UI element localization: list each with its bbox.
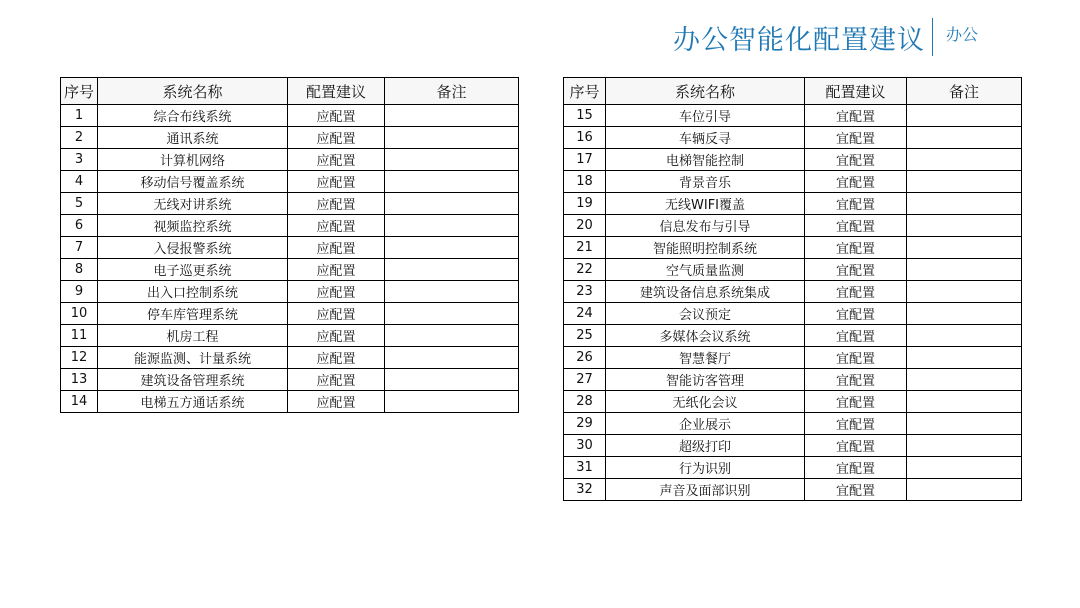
cell-advice: 应配置 xyxy=(288,215,385,237)
cell-note xyxy=(907,303,1022,325)
cell-note xyxy=(385,259,519,281)
cell-advice: 宜配置 xyxy=(805,391,907,413)
cell-note xyxy=(385,149,519,171)
table-row xyxy=(564,281,1022,303)
column-header-advice: 配置建议 xyxy=(805,78,907,105)
cell-system-name: 会议预定 xyxy=(606,303,805,325)
cell-note xyxy=(385,347,519,369)
cell-advice: 宜配置 xyxy=(805,171,907,193)
cell-advice: 宜配置 xyxy=(805,479,907,501)
table-row xyxy=(61,347,519,369)
cell-note xyxy=(907,237,1022,259)
table-row xyxy=(61,105,519,127)
cell-index: 1 xyxy=(61,105,98,127)
cell-index: 26 xyxy=(564,347,606,369)
cell-advice: 宜配置 xyxy=(805,369,907,391)
cell-advice: 宜配置 xyxy=(805,149,907,171)
table-row xyxy=(61,149,519,171)
page-title: 办公智能化配置建议 xyxy=(673,25,925,56)
cell-index: 16 xyxy=(564,127,606,149)
cell-system-name: 多媒体会议系统 xyxy=(606,325,805,347)
cell-system-name: 智能照明控制系统 xyxy=(606,237,805,259)
cell-index: 17 xyxy=(564,149,606,171)
cell-system-name: 建筑设备管理系统 xyxy=(98,369,288,391)
cell-index: 23 xyxy=(564,281,606,303)
cell-index: 4 xyxy=(61,171,98,193)
column-header-system-name: 系统名称 xyxy=(606,78,805,105)
cell-system-name: 企业展示 xyxy=(606,413,805,435)
config-table-right xyxy=(563,77,1022,501)
cell-advice: 应配置 xyxy=(288,105,385,127)
cell-system-name: 计算机网络 xyxy=(98,149,288,171)
page-subtitle: 办公 xyxy=(946,25,979,44)
cell-system-name: 建筑设备信息系统集成 xyxy=(606,281,805,303)
cell-index: 3 xyxy=(61,149,98,171)
cell-note xyxy=(907,435,1022,457)
table-row xyxy=(564,171,1022,193)
table-row xyxy=(564,127,1022,149)
cell-index: 31 xyxy=(564,457,606,479)
cell-system-name: 信息发布与引导 xyxy=(606,215,805,237)
cell-advice: 应配置 xyxy=(288,171,385,193)
table-row xyxy=(564,347,1022,369)
cell-index: 19 xyxy=(564,193,606,215)
cell-note xyxy=(907,127,1022,149)
cell-index: 22 xyxy=(564,259,606,281)
cell-note xyxy=(907,215,1022,237)
table-row xyxy=(564,479,1022,501)
cell-advice: 宜配置 xyxy=(805,347,907,369)
cell-advice: 宜配置 xyxy=(805,215,907,237)
cell-advice: 宜配置 xyxy=(805,127,907,149)
cell-advice: 应配置 xyxy=(288,303,385,325)
cell-note xyxy=(907,281,1022,303)
table-row xyxy=(564,303,1022,325)
cell-note xyxy=(385,105,519,127)
table-row xyxy=(61,391,519,413)
cell-advice: 宜配置 xyxy=(805,193,907,215)
cell-system-name: 视频监控系统 xyxy=(98,215,288,237)
cell-system-name: 智慧餐厅 xyxy=(606,347,805,369)
cell-note xyxy=(907,193,1022,215)
cell-note xyxy=(385,127,519,149)
table-row xyxy=(61,259,519,281)
cell-index: 8 xyxy=(61,259,98,281)
table-row xyxy=(61,303,519,325)
table-row xyxy=(564,215,1022,237)
cell-index: 15 xyxy=(564,105,606,127)
cell-system-name: 无纸化会议 xyxy=(606,391,805,413)
column-header-index: 序号 xyxy=(61,78,98,105)
cell-note xyxy=(385,369,519,391)
cell-advice: 宜配置 xyxy=(805,413,907,435)
cell-system-name: 通讯系统 xyxy=(98,127,288,149)
cell-system-name: 出入口控制系统 xyxy=(98,281,288,303)
cell-system-name: 无线对讲系统 xyxy=(98,193,288,215)
cell-system-name: 移动信号覆盖系统 xyxy=(98,171,288,193)
cell-system-name: 能源监测、计量系统 xyxy=(98,347,288,369)
table-row xyxy=(61,193,519,215)
cell-advice: 应配置 xyxy=(288,325,385,347)
cell-note xyxy=(385,303,519,325)
cell-system-name: 综合布线系统 xyxy=(98,105,288,127)
cell-note xyxy=(907,259,1022,281)
table-row xyxy=(564,149,1022,171)
cell-index: 28 xyxy=(564,391,606,413)
cell-advice: 宜配置 xyxy=(805,457,907,479)
cell-index: 13 xyxy=(61,369,98,391)
cell-system-name: 电子巡更系统 xyxy=(98,259,288,281)
cell-system-name: 车辆反寻 xyxy=(606,127,805,149)
cell-advice: 应配置 xyxy=(288,391,385,413)
table-row xyxy=(61,171,519,193)
cell-system-name: 车位引导 xyxy=(606,105,805,127)
cell-note xyxy=(385,281,519,303)
cell-advice: 应配置 xyxy=(288,193,385,215)
cell-advice: 应配置 xyxy=(288,149,385,171)
cell-note xyxy=(907,105,1022,127)
cell-note xyxy=(385,325,519,347)
cell-advice: 应配置 xyxy=(288,127,385,149)
cell-note xyxy=(907,325,1022,347)
cell-system-name: 行为识别 xyxy=(606,457,805,479)
cell-index: 6 xyxy=(61,215,98,237)
cell-note xyxy=(907,391,1022,413)
cell-advice: 宜配置 xyxy=(805,281,907,303)
cell-advice: 宜配置 xyxy=(805,105,907,127)
cell-index: 24 xyxy=(564,303,606,325)
cell-index: 14 xyxy=(61,391,98,413)
table-row xyxy=(564,413,1022,435)
cell-advice: 应配置 xyxy=(288,237,385,259)
cell-system-name: 背景音乐 xyxy=(606,171,805,193)
cell-index: 18 xyxy=(564,171,606,193)
cell-index: 30 xyxy=(564,435,606,457)
cell-advice: 宜配置 xyxy=(805,303,907,325)
cell-note xyxy=(907,413,1022,435)
cell-note xyxy=(907,479,1022,501)
cell-index: 9 xyxy=(61,281,98,303)
table-row xyxy=(564,325,1022,347)
cell-advice: 宜配置 xyxy=(805,325,907,347)
column-header-note: 备注 xyxy=(907,78,1022,105)
column-header-advice: 配置建议 xyxy=(288,78,385,105)
cell-index: 27 xyxy=(564,369,606,391)
cell-note xyxy=(907,149,1022,171)
table-body-right xyxy=(564,105,1022,501)
table-row xyxy=(61,325,519,347)
table-header-row xyxy=(61,78,519,105)
cell-system-name: 超级打印 xyxy=(606,435,805,457)
table-row xyxy=(564,105,1022,127)
cell-index: 10 xyxy=(61,303,98,325)
table-row xyxy=(61,281,519,303)
table-row xyxy=(564,237,1022,259)
cell-system-name: 停车库管理系统 xyxy=(98,303,288,325)
table-row xyxy=(564,457,1022,479)
table-row xyxy=(61,127,519,149)
cell-system-name: 入侵报警系统 xyxy=(98,237,288,259)
cell-note xyxy=(385,215,519,237)
cell-system-name: 空气质量监测 xyxy=(606,259,805,281)
column-header-index: 序号 xyxy=(564,78,606,105)
cell-advice: 应配置 xyxy=(288,281,385,303)
config-table-left xyxy=(60,77,519,413)
table-row xyxy=(61,237,519,259)
cell-system-name: 机房工程 xyxy=(98,325,288,347)
cell-system-name: 无线WIFI覆盖 xyxy=(606,193,805,215)
table-row xyxy=(564,259,1022,281)
cell-index: 11 xyxy=(61,325,98,347)
cell-note xyxy=(385,391,519,413)
cell-advice: 宜配置 xyxy=(805,237,907,259)
cell-note xyxy=(907,171,1022,193)
table-row xyxy=(61,369,519,391)
cell-index: 25 xyxy=(564,325,606,347)
cell-index: 5 xyxy=(61,193,98,215)
cell-system-name: 声音及面部识别 xyxy=(606,479,805,501)
cell-index: 20 xyxy=(564,215,606,237)
table-row xyxy=(564,391,1022,413)
cell-index: 12 xyxy=(61,347,98,369)
cell-note xyxy=(907,347,1022,369)
cell-system-name: 电梯五方通话系统 xyxy=(98,391,288,413)
cell-system-name: 智能访客管理 xyxy=(606,369,805,391)
column-header-system-name: 系统名称 xyxy=(98,78,288,105)
table-row xyxy=(564,435,1022,457)
cell-advice: 应配置 xyxy=(288,259,385,281)
table-body-left xyxy=(61,105,519,413)
table-header-row xyxy=(564,78,1022,105)
cell-advice: 应配置 xyxy=(288,347,385,369)
cell-note xyxy=(385,193,519,215)
cell-index: 21 xyxy=(564,237,606,259)
cell-index: 32 xyxy=(564,479,606,501)
column-header-note: 备注 xyxy=(385,78,519,105)
cell-index: 2 xyxy=(61,127,98,149)
cell-index: 29 xyxy=(564,413,606,435)
cell-note xyxy=(385,171,519,193)
cell-advice: 宜配置 xyxy=(805,259,907,281)
cell-advice: 应配置 xyxy=(288,369,385,391)
cell-note xyxy=(907,457,1022,479)
table-row xyxy=(564,193,1022,215)
cell-system-name: 电梯智能控制 xyxy=(606,149,805,171)
table-row xyxy=(61,215,519,237)
cell-index: 7 xyxy=(61,237,98,259)
cell-advice: 宜配置 xyxy=(805,435,907,457)
cell-note xyxy=(385,237,519,259)
title-divider xyxy=(932,18,933,56)
cell-note xyxy=(907,369,1022,391)
table-row xyxy=(564,369,1022,391)
